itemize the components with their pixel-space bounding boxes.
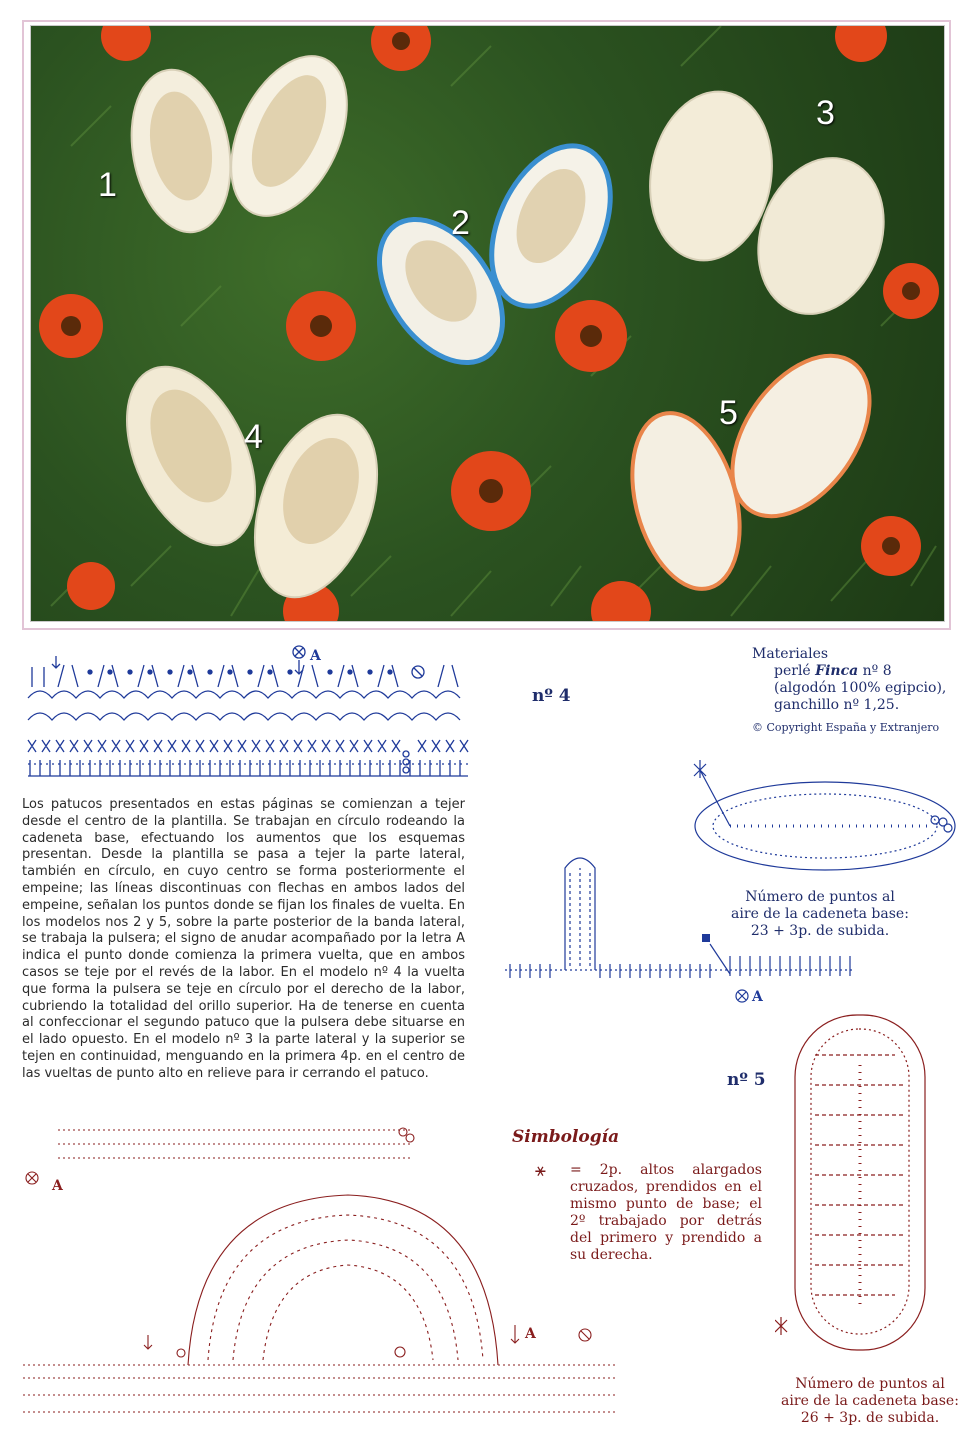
stitch-row-x bbox=[28, 740, 468, 752]
stitch-row-picots bbox=[32, 646, 458, 773]
booties-photo bbox=[30, 25, 945, 622]
instructions-text: Los patucos presentados en estas páginas se comienzan a tejer desde el centro de la plantilla. Se trabajan en círculo rodeando la cadeneta base, efectuando los aumentos que los esquemas presentan. Desde la plantilla se pasa a tejer la parte lateral, también en círculo, en cuyo centro se forma posteriormente el empeine; las líneas discontinuas con flechas en ambos lados del empeine, señalan los puntos donde se fijan los finales de vuelta. En los modelos nos 2 y 5, sobre la parte posterior de la banda lateral, se trabaja la pulsera; el signo de anudar acompañado por la letra A indica el punto donde comienza la primera vuelta, que en ambos casos se teje por el revés de la labor. En el modelo nº 4 la vuelta que forma la pulsera se teje en círculo por el derecho de la labor, cubriendo la totalidad del orillo superior. Ha de tenerse en cuenta al confeccionar el segundo patuco que la pulsera debe situarse en el lado opuesto. En el modelo nº 3 la parte lateral y la superior se tejen en continuidad, menguando en la primera 4p. en el centro de las vueltas de punto alto en relieve para ir cerrando el patuco. bbox=[22, 797, 465, 1081]
materials-composition: (algodón 100% egipcio), bbox=[774, 680, 947, 696]
symbology-description: = 2p. altos alargados cruzados, prendidos en el mismo punto de base; el 2º trabajado por detrás del primero y prendido a su derecha. bbox=[570, 1162, 762, 1263]
photo-label-3: 3 bbox=[816, 94, 835, 132]
photo-label-2: 2 bbox=[451, 204, 470, 242]
materials-hook: ganchillo nº 1,25. bbox=[774, 697, 900, 713]
marker-a: A bbox=[752, 989, 763, 1005]
crossed-stitch-icon: ⚹ bbox=[535, 1160, 546, 1181]
model4-strap-diagram bbox=[500, 848, 860, 1012]
marker-a: A bbox=[310, 648, 321, 664]
model5-caption: Número de puntos al aire de la cadeneta base: 26 + 3p. de subida. bbox=[781, 1376, 959, 1426]
model5-sole-diagram bbox=[775, 1005, 945, 1369]
photo-label-4: 4 bbox=[244, 418, 263, 456]
model4-band-diagram bbox=[18, 642, 478, 786]
marker-a: A bbox=[52, 1178, 63, 1194]
stitch-row-chain bbox=[28, 691, 460, 720]
materials-heading: Materiales bbox=[752, 646, 829, 662]
materials-yarn: perlé Finca nº 8 bbox=[774, 663, 892, 679]
photo-label-1: 1 bbox=[98, 166, 117, 204]
copyright: © Copyright España y Extranjero bbox=[752, 721, 940, 734]
symbology-title: Simbología bbox=[512, 1127, 620, 1147]
stitch-row-1 bbox=[28, 760, 468, 776]
model4-title: nº 4 bbox=[532, 686, 571, 706]
marker-a: A bbox=[525, 1326, 536, 1342]
model5-title: nº 5 bbox=[727, 1070, 766, 1090]
stitch-row-dots bbox=[88, 670, 392, 674]
photo-label-5: 5 bbox=[719, 394, 738, 432]
materials-block bbox=[752, 646, 962, 736]
model4-caption: Número de puntos al aire de la cadeneta base: 23 + 3p. de subida. bbox=[731, 889, 909, 939]
